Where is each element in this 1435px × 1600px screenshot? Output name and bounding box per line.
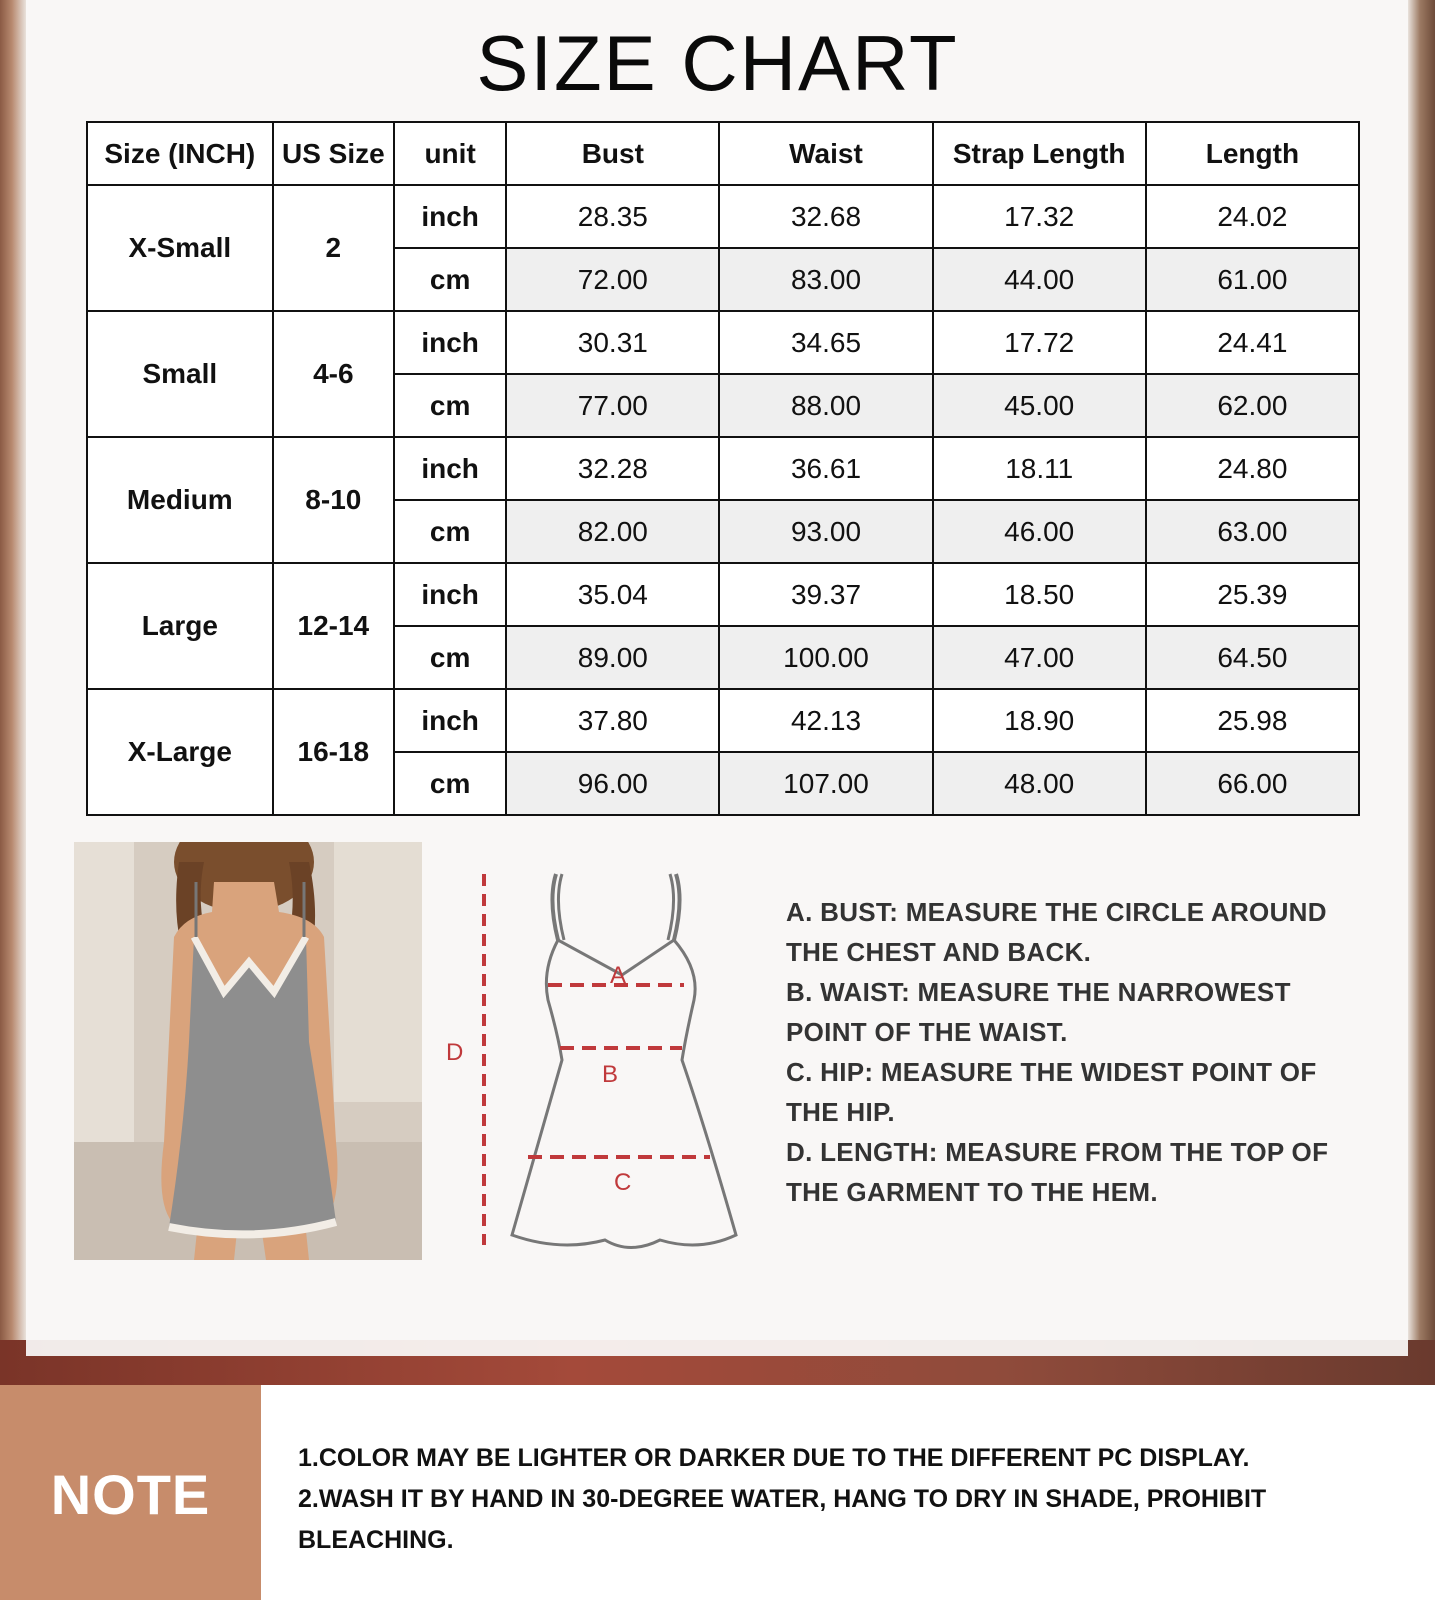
length-value: 25.39 (1146, 563, 1359, 626)
table-row (87, 311, 1359, 374)
us-size-label: 12-14 (273, 563, 394, 689)
size-label: X-Large (87, 689, 273, 815)
header-waist: Waist (719, 122, 932, 185)
bust-value: 77.00 (506, 374, 719, 437)
strap-length-value: 17.32 (933, 185, 1146, 248)
table-row (87, 437, 1359, 500)
length-value: 64.50 (1146, 626, 1359, 689)
model-illustration (74, 842, 422, 1260)
waist-value: 100.00 (719, 626, 932, 689)
bust-value: 96.00 (506, 752, 719, 815)
page-title: SIZE CHART (476, 19, 959, 107)
header-strap-length: Strap Length (933, 122, 1146, 185)
strap-length-value: 47.00 (933, 626, 1146, 689)
unit-label: inch (394, 311, 506, 374)
unit-label: inch (394, 689, 506, 752)
size-label: Large (87, 563, 273, 689)
bust-value: 35.04 (506, 563, 719, 626)
strap-length-value: 18.11 (933, 437, 1146, 500)
length-value: 25.98 (1146, 689, 1359, 752)
dress-outline-illustration (430, 860, 750, 1260)
instruction-length: D. LENGTH: MEASURE FROM THE TOP OF THE GARMENT TO THE HEM. (786, 1137, 1329, 1207)
table-row (87, 689, 1359, 752)
note-label: NOTE (50, 1463, 211, 1526)
unit-label: cm (394, 374, 506, 437)
unit-label: cm (394, 500, 506, 563)
strap-length-value: 45.00 (933, 374, 1146, 437)
instruction-hip: C. HIP: MEASURE THE WIDEST POINT OF THE HIP. (786, 1057, 1317, 1127)
instruction-bust: A. BUST: MEASURE THE CIRCLE AROUND THE CHEST AND BACK. (786, 897, 1327, 967)
size-table (86, 121, 1360, 816)
unit-label: inch (394, 185, 506, 248)
waist-value: 34.65 (719, 311, 932, 374)
waist-value: 39.37 (719, 563, 932, 626)
length-value: 24.02 (1146, 185, 1359, 248)
bust-value: 82.00 (506, 500, 719, 563)
us-size-label: 2 (273, 185, 394, 311)
bust-value: 89.00 (506, 626, 719, 689)
strap-length-value: 46.00 (933, 500, 1146, 563)
instruction-waist: B. WAIST: MEASURE THE NARROWEST POINT OF THE WAIST. (786, 977, 1291, 1047)
strap-length-value: 48.00 (933, 752, 1146, 815)
waist-value: 107.00 (719, 752, 932, 815)
unit-label: inch (394, 437, 506, 500)
header-length: Length (1146, 122, 1359, 185)
header-unit: unit (394, 122, 506, 185)
label-d: D (446, 1039, 464, 1066)
note-item: 2.WASH IT BY HAND IN 30-DEGREE WATER, HANG TO DRY IN SHADE, PROHIBIT BLEACHING. (298, 1485, 1267, 1554)
length-value: 24.80 (1146, 437, 1359, 500)
bust-value: 72.00 (506, 248, 719, 311)
note-item: 1.COLOR MAY BE LIGHTER OR DARKER DUE TO THE DIFFERENT PC DISPLAY. (298, 1444, 1250, 1472)
label-b: B (602, 1061, 619, 1088)
us-size-label: 16-18 (273, 689, 394, 815)
table-row (87, 563, 1359, 626)
bust-value: 30.31 (506, 311, 719, 374)
waist-value: 83.00 (719, 248, 932, 311)
measurement-diagram (430, 860, 750, 1260)
length-value: 62.00 (1146, 374, 1359, 437)
table-row (87, 185, 1359, 248)
unit-label: cm (394, 248, 506, 311)
size-label: Medium (87, 437, 273, 563)
size-label: Small (87, 311, 273, 437)
length-value: 66.00 (1146, 752, 1359, 815)
unit-label: cm (394, 752, 506, 815)
unit-label: cm (394, 626, 506, 689)
strap-length-value: 18.50 (933, 563, 1146, 626)
length-value: 63.00 (1146, 500, 1359, 563)
length-value: 24.41 (1146, 311, 1359, 374)
note-list (298, 1438, 1418, 1561)
waist-value: 93.00 (719, 500, 932, 563)
label-a: A (610, 962, 627, 989)
length-value: 61.00 (1146, 248, 1359, 311)
us-size-label: 8-10 (273, 437, 394, 563)
waist-value: 88.00 (719, 374, 932, 437)
header-size: Size (INCH) (87, 122, 273, 185)
header-us-size: US Size (273, 122, 394, 185)
unit-label: inch (394, 563, 506, 626)
waist-value: 32.68 (719, 185, 932, 248)
bust-value: 37.80 (506, 689, 719, 752)
bust-value: 28.35 (506, 185, 719, 248)
us-size-label: 4-6 (273, 311, 394, 437)
waist-value: 42.13 (719, 689, 932, 752)
measurement-instructions (786, 892, 1366, 1212)
waist-value: 36.61 (719, 437, 932, 500)
strap-length-value: 18.90 (933, 689, 1146, 752)
bust-value: 32.28 (506, 437, 719, 500)
strap-length-value: 17.72 (933, 311, 1146, 374)
strap-length-value: 44.00 (933, 248, 1146, 311)
table-header-row (87, 122, 1359, 185)
product-photo (74, 842, 422, 1260)
label-c: C (614, 1169, 632, 1196)
header-bust: Bust (506, 122, 719, 185)
size-label: X-Small (87, 185, 273, 311)
